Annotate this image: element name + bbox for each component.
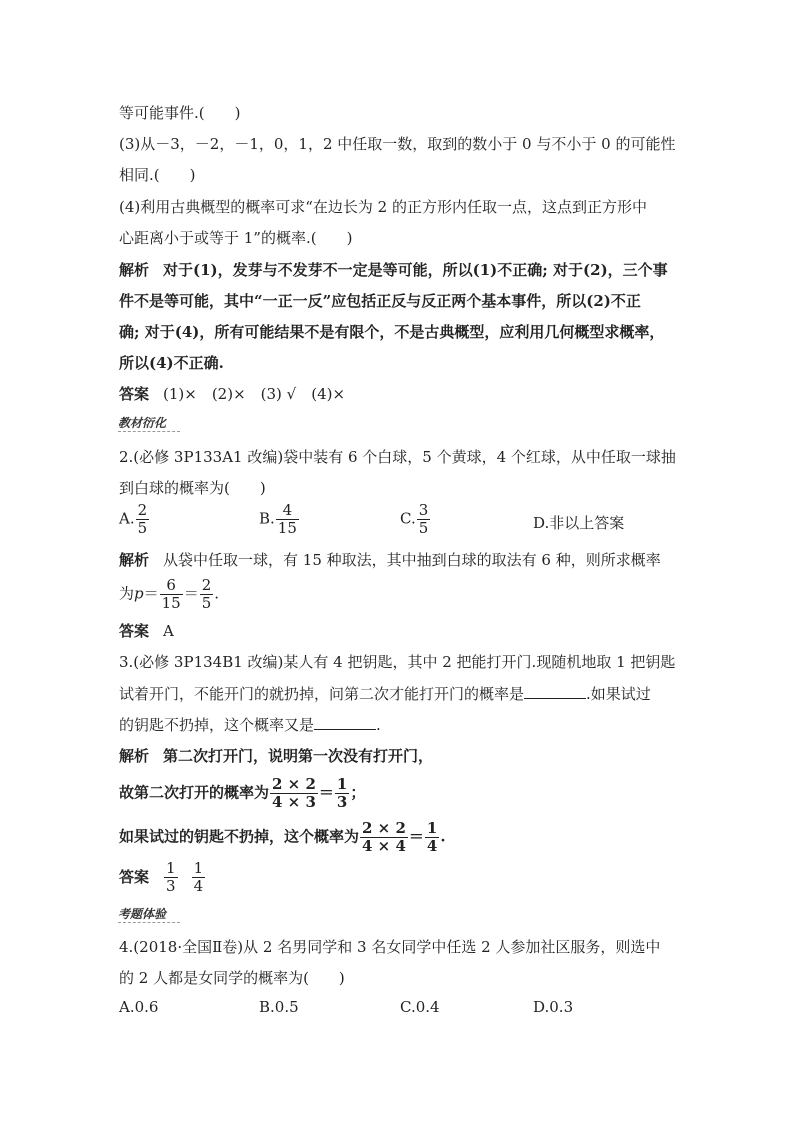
q2-analysis-line-2: 为p＝ $\frac{6}{15}$ ＝ $\frac{2}{5}$ . [119,576,220,612]
q1-answer: (1)× (2)× (3) √ (4)× [163,385,346,403]
q1-line-4: (4)利用古典概型的概率可求“在边长为 2 的正方形内任取一点，这点到正方形中 [119,198,647,216]
section-heading-exam: 考题体验 [118,907,180,923]
answer-label: 答案 [119,622,150,640]
answer-label: 答案 [119,867,150,886]
option-text: 非以上答案 [549,514,625,532]
q4-option-a[interactable] [119,998,158,1016]
answer-fraction-2: $\frac{1}{4}$ [193,859,204,895]
q2-option-a[interactable] [119,502,150,537]
q4-option-d[interactable] [533,998,573,1016]
q2-line-2: 到白球的概率为( ) [119,479,266,497]
q1-line-5: 心距离小于或等于 1”的概率.( ) [119,229,353,247]
fraction: $\frac{1}{3}$ [336,775,348,811]
q4-line-1: 4.(2018·全国Ⅱ卷)从 2 名男同学和 3 名女同学中任选 2 人参加社区服务，则选中 [119,938,661,956]
fraction: $\frac{1}{4}$ [426,819,438,855]
q2-option-c[interactable] [400,502,431,537]
option-letter: D. [533,998,550,1016]
option-letter: A. [119,509,135,528]
option-fraction: $\frac{4}{15}$ [277,501,297,537]
q4-option-b[interactable] [259,998,299,1016]
q2-option-d[interactable] [533,512,624,533]
analysis-label: 解析 [119,551,150,569]
option-letter: C. [400,509,416,528]
analysis-label: 解析 [119,261,150,279]
fraction: $\frac{2 \times 2}{4 \times 3}$ [272,775,316,811]
q2-line-1: 2.(必修 3P133A1 改编)袋中装有 6 个白球，5 个黄球，4 个红球，从中任取一球抽 [119,448,676,466]
q4-option-c[interactable] [400,998,440,1016]
option-fraction: $\frac{3}{5}$ [418,501,429,537]
option-letter: A. [119,998,135,1016]
option-text: 0.4 [415,998,440,1016]
q1-analysis-line-1 [119,260,668,280]
q2-analysis-line-1 [119,550,661,570]
answer-fraction-1: $\frac{1}{3}$ [166,859,176,895]
q1-analysis-line-2: 件不是等可能，其中“一正一反”应包括正反与反正两个基本事件，所以(2)不正 [119,292,641,310]
q1-analysis-text-1: 对于(1)，发芽与不发芽不一定是等可能，所以(1)不正确; 对于(2)，三个事 [163,261,668,279]
q3-analysis-line-2: 故第二次打开的概率为 $\frac{2 \times 2}{4 \times 3}$ ＝ $\frac{1}{3}$ ； [119,775,366,811]
fraction: $\frac{2}{5}$ [201,576,212,612]
q1-line-3: 相同.( ) [119,166,196,184]
variable-p: p [134,584,144,603]
q2-answer-line [119,621,174,641]
q2-answer: A [163,622,174,640]
q3-line-1: 3.(必修 3P134B1 改编)某人有 4 把钥匙，其中 2 把能打开门.现随机地取 1 把钥匙 [119,653,676,671]
fraction: $\frac{6}{15}$ [161,576,181,612]
q1-line-2: (3)从－3，－2，－1，0，1，2 中任取一数，取到的数小于 0 与不小于 0 的可能性 [119,135,676,153]
answer-blank-1[interactable] [524,684,586,699]
q3-analysis-line-1 [119,746,433,766]
q3-line-2: 试着开门，不能开门的就扔掉，问第二次才能打开门的概率是 .如果试过 [119,685,651,703]
option-text: 0.5 [274,998,299,1016]
option-letter: B. [259,509,275,528]
option-letter: B. [259,998,275,1016]
option-text: 0.3 [549,998,574,1016]
q3-analysis-text-1: 第二次打开门，说明第一次没有打开门， [163,747,434,765]
q2-option-b[interactable] [259,502,300,537]
q1-analysis-line-3: 确; 对于(4)，所有可能结果不是有限个，不是古典概型，应利用几何概型求概率， [119,323,665,341]
option-letter: C. [400,998,416,1016]
q2-analysis-text-1: 从袋中任取一球，有 15 种取法，其中抽到白球的取法有 6 种，则所求概率 [163,551,661,569]
q3-answer-line [119,860,206,895]
answer-label: 答案 [119,385,150,403]
q1-analysis-line-4: 所以(4)不正确. [119,354,224,372]
section-heading-textbook: 教材衍化 [118,416,180,432]
q4-line-2: 的 2 人都是女同学的概率为( ) [119,969,345,987]
q1-answer-line [119,384,345,404]
fraction: $\frac{2 \times 2}{4 \times 4}$ [362,819,406,855]
q3-line-3: 的钥匙不扔掉，这个概率又是 . [119,716,381,734]
q1-line-1: 等可能事件.( ) [119,104,241,122]
analysis-label: 解析 [119,747,150,765]
option-letter: D. [533,514,550,532]
answer-blank-2[interactable] [314,715,376,730]
option-text: 0.6 [134,998,159,1016]
option-fraction: $\frac{2}{5}$ [137,501,148,537]
q3-analysis-line-3: 如果试过的钥匙不扔掉，这个概率为 $\frac{2 \times 2}{4 \times 4}$ ＝ $\frac{1}{4}$ . [119,819,446,855]
